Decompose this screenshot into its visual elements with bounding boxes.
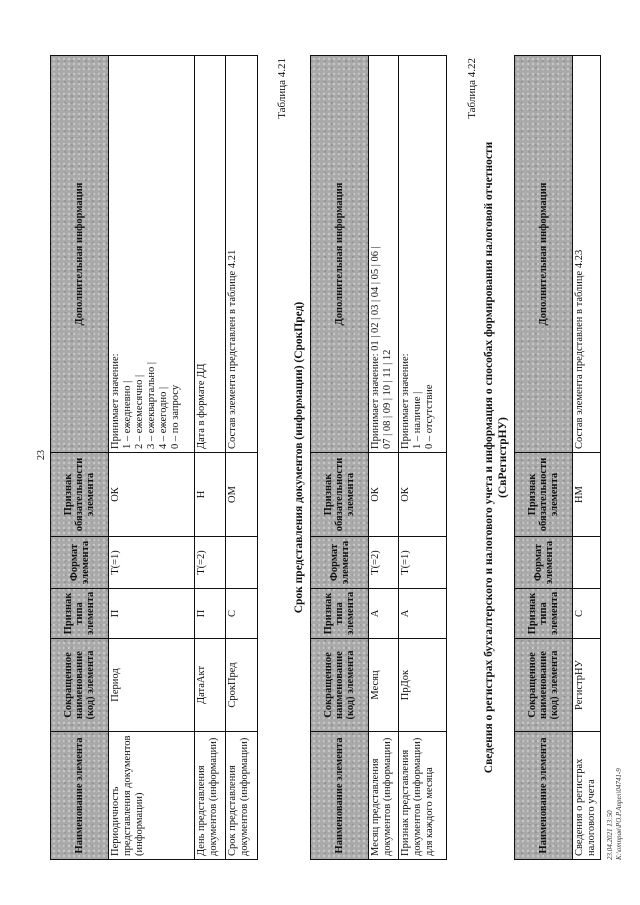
table-period <box>50 55 258 860</box>
cell-name: День представления документов (информации) <box>195 732 226 860</box>
cell-format: T(=1) <box>109 537 195 589</box>
cell-required: ОК <box>109 453 195 537</box>
info-line: 4 – ежегодно | <box>158 386 169 449</box>
cell-type: П <box>109 589 195 639</box>
table-row <box>109 56 195 860</box>
header-code: Сокращенное наименование (код) элемента <box>311 639 369 732</box>
table-label-4-22: Таблица 4.22 <box>466 58 478 119</box>
header-code: Сокращенное наименование (код) элемента <box>515 639 573 732</box>
cell-required: Н <box>195 453 226 537</box>
header-code: Сокращенное наименование (код) элемента <box>51 639 109 732</box>
info-line: 0 – отсутствие <box>424 384 435 449</box>
cell-code: Месяц <box>369 639 399 732</box>
header-info: Дополнительная информация <box>51 56 109 453</box>
cell-type: А <box>369 589 399 639</box>
cell-name: Месяц представления документов (информации) <box>369 732 399 860</box>
cell-type: С <box>573 589 601 639</box>
cell-name: Сведения о регистрах налогового учета <box>573 732 601 860</box>
header-required: Признак обязательности элемента <box>311 453 369 537</box>
table-label-4-21: Таблица 4.21 <box>276 58 288 119</box>
table-title-4-21: Срок представления документов (информации) (СрокПред) <box>293 301 305 614</box>
info-line: 1 – наличие | <box>412 391 423 449</box>
cell-format: T(=2) <box>369 537 399 589</box>
header-format: Формат элемента <box>311 537 369 589</box>
header-required: Признак обязательности элемента <box>51 453 109 537</box>
header-required: Признак обязательности элемента <box>515 453 573 537</box>
cell-code: РегистрНУ <box>573 639 601 732</box>
table-row <box>226 56 258 860</box>
table-row <box>369 56 399 860</box>
footer-date: 23.04.2021 13:50 <box>606 810 614 860</box>
info-line: 3 – ежеквартально | <box>146 362 157 449</box>
cell-info <box>399 56 447 453</box>
cell-type: А <box>399 589 447 639</box>
header-info: Дополнительная информация <box>311 56 369 453</box>
header-type: Признак типа элемента <box>311 589 369 639</box>
header-type: Признак типа элемента <box>515 589 573 639</box>
footer-path: К:\отправ\PO.P.Апрел\04741-9 <box>615 768 623 860</box>
cell-name: Периодичность представления документов (информации) <box>109 732 195 860</box>
info-line: 07 | 08 | 09 | 10 | 11 | 12 <box>382 349 393 449</box>
cell-required: ОМ <box>226 453 258 537</box>
table-row <box>573 56 601 860</box>
cell-required: НМ <box>573 453 601 537</box>
cell-required: ОК <box>369 453 399 537</box>
cell-format <box>573 537 601 589</box>
header-name: Наименование элемента <box>515 732 573 860</box>
cell-name: Срок представления документов (информации) <box>226 732 258 860</box>
info-line: Принимает значение: <box>400 353 411 449</box>
table-deadline <box>310 55 447 860</box>
cell-info <box>109 56 195 453</box>
info-line: 2 – ежемесячно | <box>134 374 145 449</box>
table-title-line: (СвРегистрНУ) <box>497 417 509 498</box>
cell-format <box>226 537 258 589</box>
cell-name: Признак представления документов (информации) для каждого месяца <box>399 732 447 860</box>
cell-info: Состав элемента представлен в таблице 4.21 <box>226 56 258 453</box>
header-info: Дополнительная информация <box>515 56 573 453</box>
header-format: Формат элемента <box>515 537 573 589</box>
cell-type: П <box>195 589 226 639</box>
header-type: Признак типа элемента <box>51 589 109 639</box>
cell-info <box>369 56 399 453</box>
info-line: Принимает значение: 01 | 02 | 03 | 04 | 05 | 06 | <box>370 246 381 449</box>
cell-type: С <box>226 589 258 639</box>
table-row <box>399 56 447 860</box>
cell-code: ДатаАкт <box>195 639 226 732</box>
table-title-line: Сведения о регистрах бухгалтерского и налогового учета и информация о способах формирования налоговой отчетности <box>483 141 495 774</box>
info-line: Принимает значение: <box>110 353 121 449</box>
info-line: 0 – по запросу <box>170 384 181 449</box>
cell-format: T(=2) <box>195 537 226 589</box>
cell-format: T(=1) <box>399 537 447 589</box>
info-line: 1 – ежедневно | <box>122 380 133 449</box>
cell-info: Дата в формате ДД <box>195 56 226 453</box>
cell-code: ПрДок <box>399 639 447 732</box>
table-registers <box>514 55 601 860</box>
cell-code: Период <box>109 639 195 732</box>
table-row <box>195 56 226 860</box>
page-number: 23 <box>36 450 47 460</box>
header-format: Формат элемента <box>51 537 109 589</box>
footer-stamp <box>606 768 624 860</box>
cell-required: ОК <box>399 453 447 537</box>
header-name: Наименование элемента <box>311 732 369 860</box>
header-name: Наименование элемента <box>51 732 109 860</box>
table-title-4-22 <box>482 55 510 860</box>
cell-code: СрокПред <box>226 639 258 732</box>
cell-info: Состав элемента представлен в таблице 4.23 <box>573 56 601 453</box>
